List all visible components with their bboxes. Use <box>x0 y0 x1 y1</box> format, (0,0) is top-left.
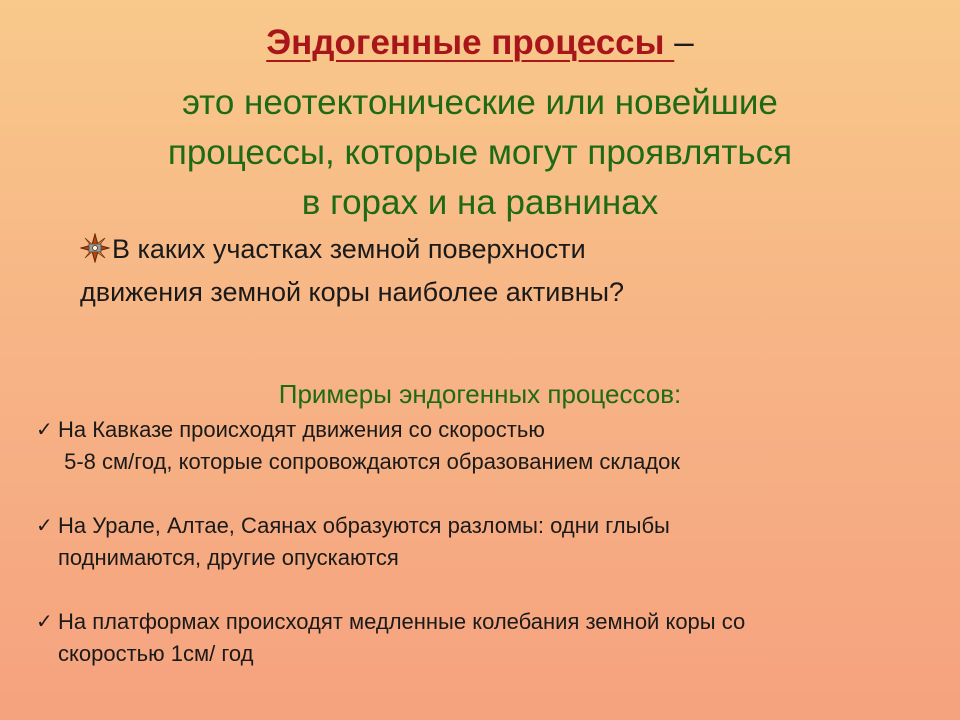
definition-line: это неотектонические или новейшие <box>182 83 778 122</box>
slide-title <box>0 20 960 66</box>
list-item <box>36 606 936 670</box>
definition-line: в горах и на равнинах <box>301 183 659 222</box>
list-item <box>36 414 936 478</box>
list-item <box>36 510 936 574</box>
example-line: На Кавказе происходят движения со скоростью <box>58 417 545 442</box>
checkmark-icon: ✓ <box>36 515 53 537</box>
example-line: поднимаются, другие опускаются <box>58 545 399 570</box>
example-line: скоростью 1см/ год <box>58 641 254 666</box>
definition-text <box>60 78 900 228</box>
checkmark-icon: ✓ <box>36 419 53 441</box>
compass-rose-icon <box>80 233 110 263</box>
checkmark-icon: ✓ <box>36 611 53 633</box>
question-text <box>80 228 840 314</box>
title-term: Эндогенные процессы <box>266 23 675 62</box>
examples-heading: Примеры эндогенных процессов: <box>278 379 682 409</box>
definition-line: процессы, которые могут проявляться <box>167 133 793 172</box>
title-dash: – <box>674 23 694 62</box>
example-line: На Урале, Алтае, Саянах образуются разломы: одни глыбы <box>58 513 670 538</box>
example-line: 5-8 см/год, которые сопровождаются образованием складок <box>58 449 681 474</box>
question-line: движения земной коры наиболее активны? <box>80 277 625 307</box>
question-line: В каких участках земной поверхности <box>112 234 586 264</box>
examples-list <box>36 414 936 702</box>
example-line: На платформах происходят медленные колебания земной коры со <box>58 609 746 634</box>
